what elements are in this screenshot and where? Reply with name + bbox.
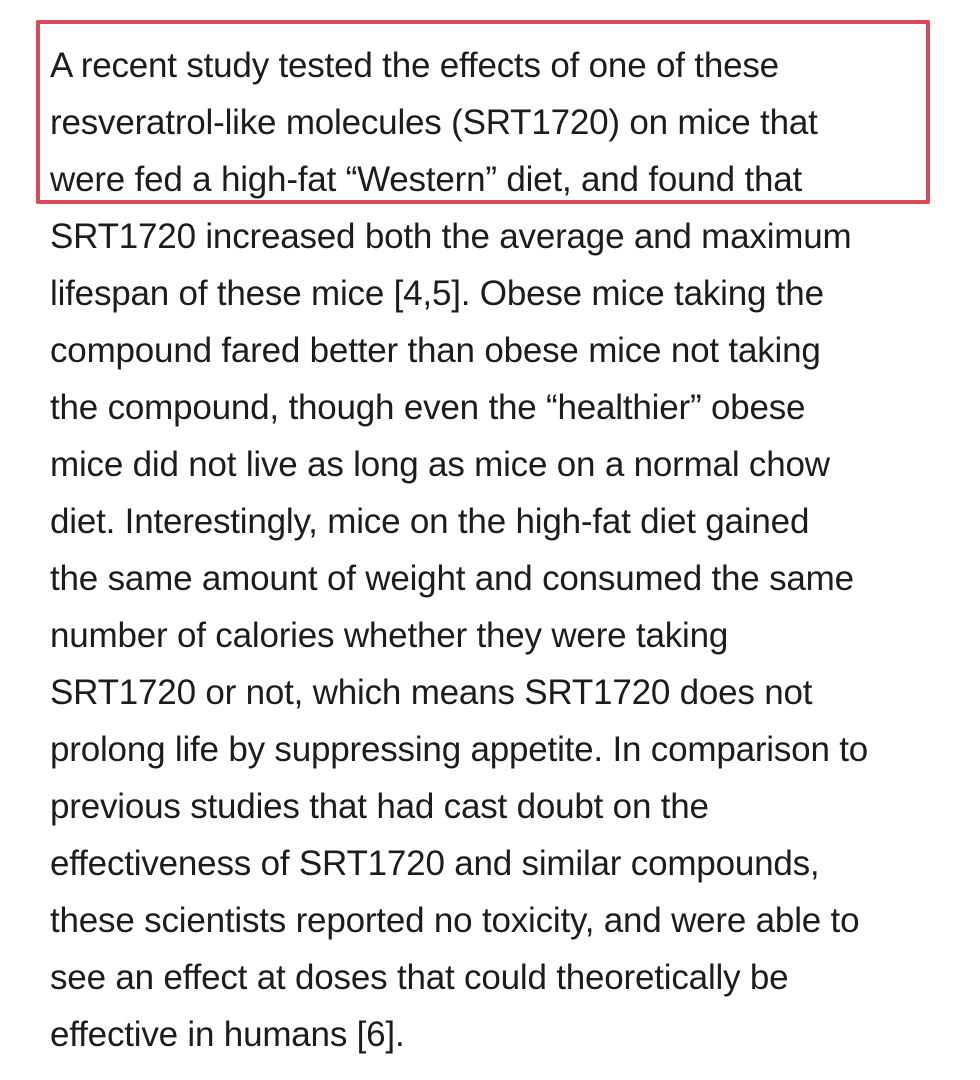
paragraph-line: these scientists reported no toxicity, and were able to bbox=[50, 901, 860, 940]
paragraph-line: lifespan of these mice [4,5]. Obese mice taking the bbox=[50, 274, 824, 313]
paragraph-line: SRT1720 increased both the average and maximum bbox=[50, 217, 852, 256]
paragraph-line: previous studies that had cast doubt on the bbox=[50, 787, 709, 826]
highlighted-line: resveratrol-like molecules (SRT1720) on mice that bbox=[50, 103, 818, 142]
paragraph-line: see an effect at doses that could theoretically be bbox=[50, 958, 789, 997]
paragraph-line: prolong life by suppressing appetite. In comparison to bbox=[50, 730, 869, 769]
paragraph-line: diet. Interestingly, mice on the high-fat diet gained bbox=[50, 502, 810, 541]
paragraph-line: SRT1720 or not, which means SRT1720 does not bbox=[50, 673, 813, 712]
highlighted-line: A recent study tested the effects of one of these bbox=[50, 46, 779, 85]
paragraph-line: compound fared better than obese mice not taking bbox=[50, 331, 821, 370]
paragraph-line: number of calories whether they were taking bbox=[50, 616, 729, 655]
paragraph-line: mice did not live as long as mice on a normal chow bbox=[50, 445, 830, 484]
paragraph-line: effective in humans [6]. bbox=[50, 1015, 405, 1054]
paragraph-line: the compound, though even the “healthier” obese bbox=[50, 388, 806, 427]
highlighted-line: were fed a high-fat “Western” diet, and found that bbox=[50, 160, 803, 199]
paragraph-line: effectiveness of SRT1720 and similar compounds, bbox=[50, 844, 820, 883]
paragraph-line: the same amount of weight and consumed the same bbox=[50, 559, 854, 598]
